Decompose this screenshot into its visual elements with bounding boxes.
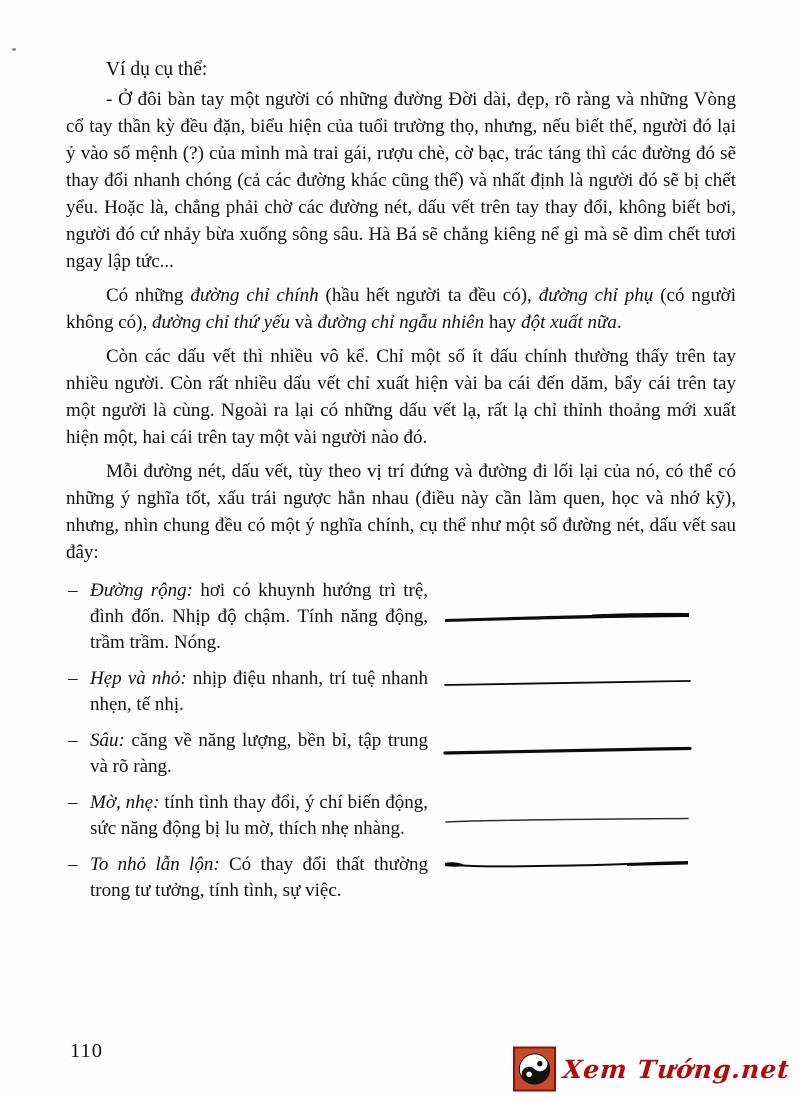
line-illustration-faint xyxy=(442,812,692,828)
list-item xyxy=(66,852,736,904)
list-item xyxy=(66,790,736,842)
text-block xyxy=(66,56,736,914)
paragraph-line-kinds: Có những đường chỉ chính (hầu hết người ta đều có), đường chỉ phụ (có người không có), đường chỉ thứ yếu và đường chỉ ngẫu nhiên hay đột xuất nữa. xyxy=(66,285,736,333)
line-type-desc: Có thay đổi thất thường trong tư tưởng, tính tình, sự việc. xyxy=(90,854,428,901)
list-item-text xyxy=(66,790,428,842)
list-item xyxy=(66,728,736,780)
watermark-text: Xem Tướng.net xyxy=(561,1054,792,1084)
line-illustration-deep xyxy=(442,742,692,758)
line-type-desc: căng về năng lượng, bền bỉ, tập trung và rõ ràng. xyxy=(90,730,428,777)
list-dash: – xyxy=(68,730,78,751)
line-illustration-wide xyxy=(442,608,692,624)
line-type-desc: hơi có khuynh hướng trì trệ, đình đốn. Nhịp độ chậm. Tính năng động, trầm trầm. Nóng. xyxy=(90,580,428,653)
page-number: 110 xyxy=(70,1040,103,1062)
line-illustration-narrow xyxy=(442,675,692,691)
line-type-term: Hẹp và nhỏ: xyxy=(90,668,187,689)
paragraph-example: - Ở đôi bàn tay một người có những đường Đời dài, đẹp, rõ ràng và những Vòng cổ tay thần kỳ đều đặn, biểu hiện của tuổi trường thọ, nhưng, nếu biết thế, người đó lại ỷ vào số mệnh (?) của mình mà trai gái, rượu chè, cờ bạc, trác táng thì các đường đó sẽ thay đổi nhanh chóng (cả các đường khác cũng thế) và nhất định là người đó sẽ bị chết yểu. Hoặc là, chẳng phải chờ các đường nét, dấu vết trên tay thay đổi, không biết bơi, người đó cứ nhảy bừa xuống sông sâu. Hà Bá sẽ chẳng kiêng nể gì mà sẽ dìm chết tươi ngay lập tức... xyxy=(66,89,736,272)
list-item-text xyxy=(66,852,428,904)
section-heading: Ví dụ cụ thể: xyxy=(106,59,208,80)
line-type-term: To nhỏ lẫn lộn: xyxy=(90,854,220,875)
yin-yang-icon xyxy=(513,1046,556,1092)
watermark-logo xyxy=(513,1046,790,1092)
paragraph-marks: Còn các dấu vết thì nhiều vô kể. Chỉ một số ít dấu chính thường thấy trên tay nhiều người. Còn rất nhiều dấu vết chỉ xuất hiện vài ba cái đến dăm, bẩy cái trên tay một người là cùng. Ngoài ra lại có những dấu vết lạ, rất lạ chỉ thỉnh thoảng mới xuất hiện một, hai cái trên tay một vài người nào đó. xyxy=(66,346,736,448)
list-dash: – xyxy=(68,668,78,689)
line-illustration-uneven xyxy=(442,856,692,872)
list-dash: – xyxy=(68,580,78,601)
list-dash: – xyxy=(68,792,78,813)
line-type-term: Sâu: xyxy=(90,730,125,751)
list-item-text xyxy=(66,578,428,656)
list-item xyxy=(66,666,736,718)
line-type-desc: tính tình thay đổi, ý chí biến động, sức năng động bị lu mờ, thích nhẹ nhàng. xyxy=(90,792,428,839)
list-item-text xyxy=(66,728,428,780)
list-dash: – xyxy=(68,854,78,875)
scan-speckle xyxy=(12,48,16,51)
list-item-text xyxy=(66,666,428,718)
line-type-desc: nhịp điệu nhanh, trí tuệ nhanh nhẹn, tế nhị. xyxy=(90,668,428,715)
line-type-term: Đường rộng: xyxy=(90,580,193,601)
line-type-list xyxy=(66,578,736,904)
paragraph-meanings: Mỗi đường nét, dấu vết, tùy theo vị trí đứng và đường đi lối lại của nó, có thể có những ý nghĩa tốt, xấu trái ngược hẳn nhau (điều này cần làm quen, học và nhớ kỹ), nhưng, nhìn chung đều có một ý nghĩa chính, cụ thể như một số đường nét, dấu vết sau đây: xyxy=(66,461,736,563)
list-item xyxy=(66,578,736,656)
line-type-term: Mờ, nhẹ: xyxy=(90,792,160,813)
